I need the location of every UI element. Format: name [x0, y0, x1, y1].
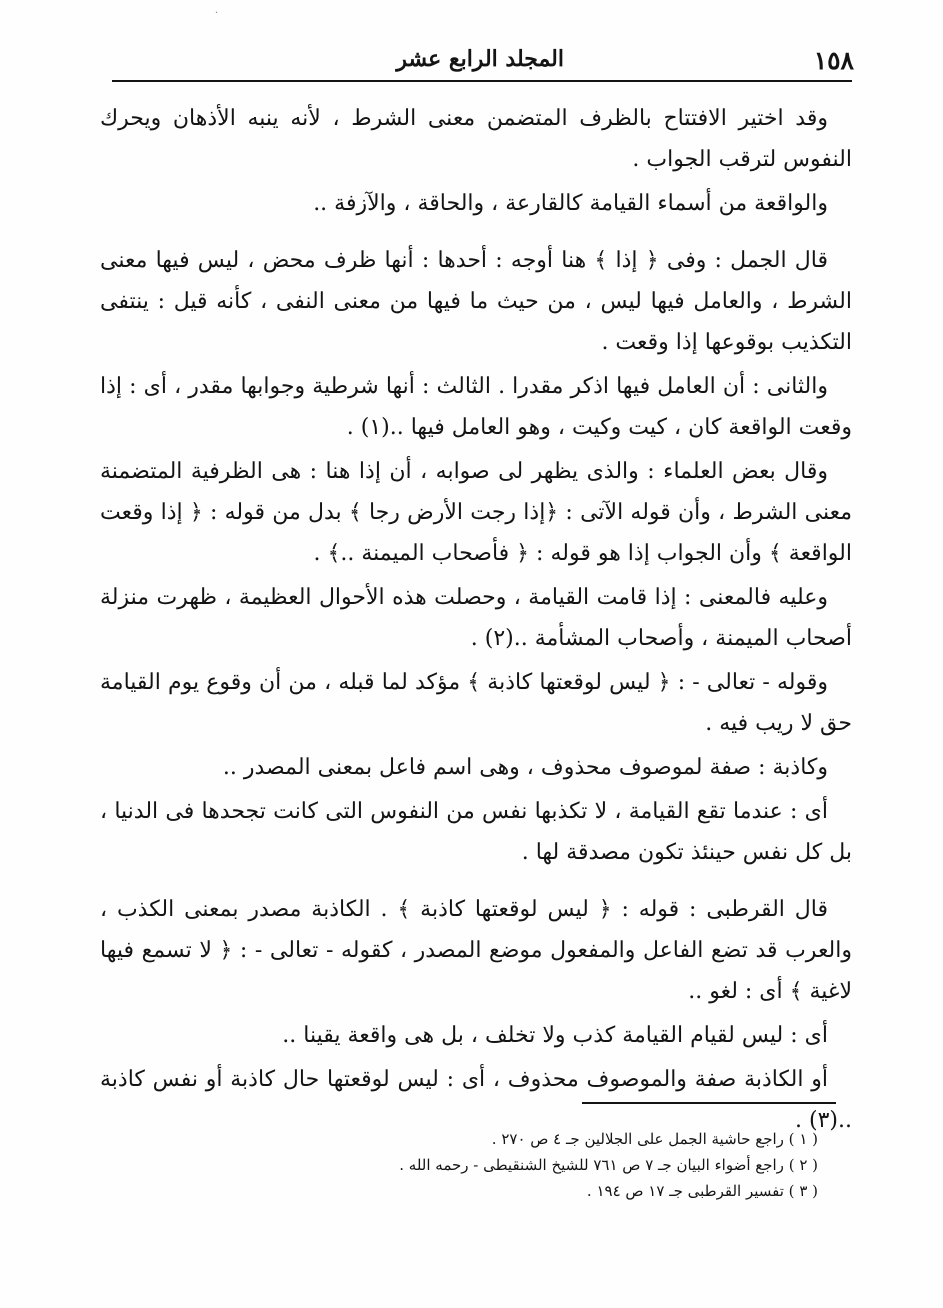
header-rule: [112, 80, 852, 82]
paragraph: وعليه فالمعنى : إذا قامت القيامة ، وحصلت هذه الأحوال العظيمة ، ظهرت منزلة أصحاب الميمنة ، وأصحاب المشأمة ..(٢) .: [100, 585, 852, 651]
paragraph: وقد اختير الافتتاح بالظرف المتضمن معنى الشرط ، لأنه ينبه الأذهان ويحرك النفوس لترقب الجواب .: [100, 106, 852, 172]
paragraph: أى : ليس لقيام القيامة كذب ولا تخلف ، بل هى واقعة يقينا ..: [282, 1023, 828, 1048]
scan-speck: ·: [214, 8, 218, 19]
paragraph: أى : عندما تقع القيامة ، لا تكذبها نفس من النفوس التى كانت تجحدها فى الدنيا ، بل كل نفس حينئذ تكون مصدقة لها .: [100, 799, 852, 865]
footnote: ( ٢ ) راجع أضواء البيان جـ ٧ ص ٧٦١ للشيخ الشنقيطى - رحمه الله .: [399, 1156, 818, 1174]
footnote-rule: [582, 1102, 836, 1104]
paragraph: والثانى : أن العامل فيها اذكر مقدرا . الثالث : أنها شرطية وجوابها مقدر ، أى : إذا وقعت الواقعة كان ، كيت وكيت ، وهو العامل فيها ..(١) .: [100, 374, 852, 440]
page-header: [112, 42, 854, 82]
page-body: [100, 98, 852, 1144]
paragraph: والواقعة من أسماء القيامة كالقارعة ، والحاقة ، والآزفة ..: [313, 191, 828, 216]
page-number: ١٥٨: [813, 46, 854, 75]
footnote: ( ١ ) راجع حاشية الجمل على الجلالين جـ ٤ ص ٢٧٠ .: [491, 1130, 818, 1148]
footnote: ( ٣ ) تفسير القرطبى جـ ١٧ ص ١٩٤ .: [586, 1182, 818, 1200]
paragraph: وقال بعض العلماء : والذى يظهر لى صوابه ، أن إذا هنا : هى الظرفية المتضمنة معنى الشرط ، وأن قوله الآتى : ﴿إذا رجت الأرض رجا ﴾ بدل من قوله : ﴿ إذا وقعت الواقعة ﴾ وأن الجواب إذا هو قوله : ﴿ فأصحاب الميمنة ..﴾ .: [100, 459, 852, 566]
footnotes: [300, 1126, 818, 1204]
running-title: المجلد الرابع عشر: [396, 46, 564, 72]
paragraph: أو الكاذبة صفة والموصوف محذوف ، أى : ليس لوقعتها حال كاذبة أو نفس كاذبة ..(٣) .: [100, 1067, 852, 1133]
paragraph: وكاذبة : صفة لموصوف محذوف ، وهى اسم فاعل بمعنى المصدر ..: [222, 755, 828, 780]
paragraph: قال القرطبى : قوله : ﴿ ليس لوقعتها كاذبة ﴾ . الكاذبة مصدر بمعنى الكذب ، والعرب قد تضع الفاعل والمفعول موضع المصدر ، كقوله - تعالى - : ﴿ لا تسمع فيها لاغية ﴾ أى : لغو ..: [100, 897, 852, 1004]
paragraph: وقوله - تعالى - : ﴿ ليس لوقعتها كاذبة ﴾ مؤكد لما قبله ، من أن وقوع يوم القيامة حق لا ريب فيه .: [100, 670, 852, 736]
paragraph: قال الجمل : وفى ﴿ إذا ﴾ هنا أوجه : أحدها : أنها ظرف محض ، ليس فيها معنى الشرط ، والعامل فيها ليس ، من حيث ما فيها من معنى النفى ، كأنه قيل : ينتفى التكذيب بوقوعها إذا وقعت .: [100, 248, 852, 355]
